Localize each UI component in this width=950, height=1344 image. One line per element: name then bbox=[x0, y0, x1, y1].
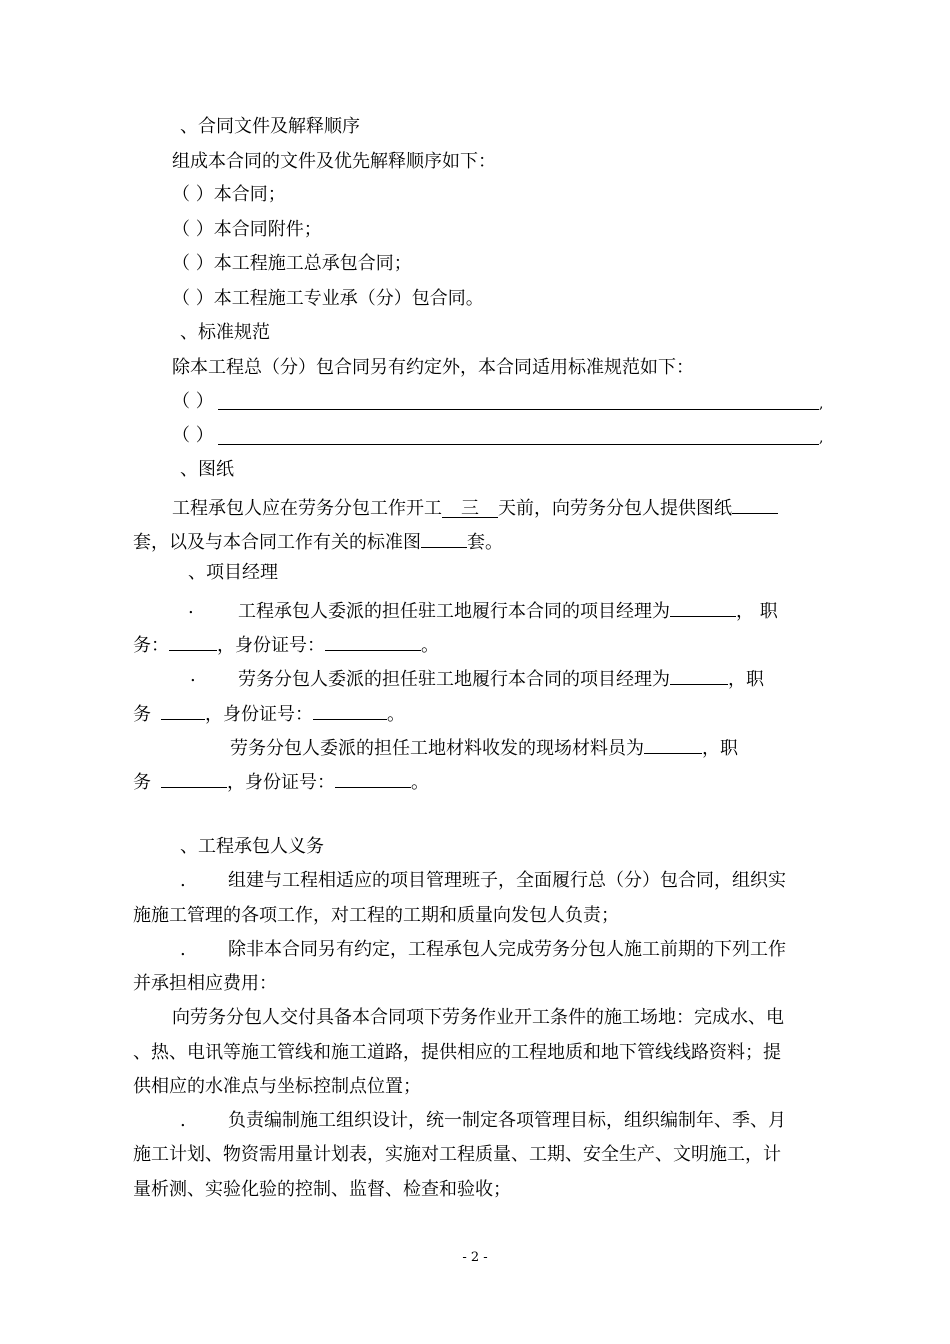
section-heading: 、合同文件及解释顺序 bbox=[180, 116, 360, 137]
text: 务 bbox=[133, 704, 151, 725]
blank-line bbox=[218, 444, 819, 445]
blank-field bbox=[161, 700, 205, 720]
section-heading: 、项目经理 bbox=[188, 562, 278, 583]
blank-field bbox=[644, 734, 702, 754]
paragraph: 量析测、实验化验的控制、监督、检查和验收； bbox=[133, 1179, 511, 1200]
text: 务： bbox=[133, 635, 169, 656]
text: 套，以及与本合同工作有关的标准图 bbox=[133, 532, 421, 553]
paragraph bbox=[133, 528, 503, 554]
text: ， 职 bbox=[736, 601, 778, 622]
blank-field bbox=[670, 597, 736, 617]
paragraph bbox=[230, 734, 738, 760]
item-number: . bbox=[190, 665, 196, 686]
text: 。 bbox=[411, 772, 429, 793]
days-field: 三 bbox=[442, 498, 498, 518]
text: 套。 bbox=[467, 532, 503, 553]
text: 。 bbox=[387, 704, 405, 725]
text: 工程承包人委派的担任驻工地履行本合同的项目经理为 bbox=[238, 601, 670, 622]
text: 劳务分包人委派的担任驻工地履行本合同的项目经理为 bbox=[238, 669, 670, 690]
paragraph: 供相应的水准点与坐标控制点位置； bbox=[133, 1076, 421, 1097]
paragraph bbox=[238, 597, 778, 623]
paragraph: 向劳务分包人交付具备本合同项下劳务作业开工条件的施工场地：完成水、电 bbox=[172, 1007, 784, 1028]
paragraph: 组成本合同的文件及优先解释顺序如下： bbox=[172, 151, 496, 172]
paragraph: 除非本合同另有约定，工程承包人完成劳务分包人施工前期的下列工作 bbox=[228, 939, 786, 960]
section-heading: 、工程承包人义务 bbox=[180, 836, 324, 857]
paragraph: 施施工管理的各项工作，对工程的工期和质量向发包人负责； bbox=[133, 905, 619, 926]
blank-field bbox=[335, 768, 411, 788]
blank-field bbox=[732, 494, 778, 514]
section-heading: 、标准规范 bbox=[180, 322, 270, 343]
list-item: （ ） bbox=[172, 425, 214, 446]
paragraph bbox=[133, 700, 405, 726]
list-item-end: , bbox=[819, 430, 824, 446]
paragraph: 除本工程总（分）包合同另有约定外，本合同适用标准规范如下： bbox=[172, 357, 694, 378]
paragraph bbox=[133, 768, 429, 794]
paragraph bbox=[133, 631, 439, 657]
paragraph: 施工计划、物资需用量计划表，实施对工程质量、工期、安全生产、文明施工，计 bbox=[133, 1144, 781, 1165]
list-item: （ ） bbox=[172, 391, 214, 412]
text: ，身份证号： bbox=[217, 635, 325, 656]
blank-field bbox=[670, 665, 728, 685]
section-heading: 、图纸 bbox=[180, 459, 234, 480]
text: 工程承包人应在劳务分包工作开工 bbox=[172, 498, 442, 519]
blank-field bbox=[313, 700, 387, 720]
item-number: . bbox=[180, 1110, 186, 1131]
blank-field bbox=[325, 631, 421, 651]
list-item: （ ）本工程施工总承包合同； bbox=[172, 253, 412, 274]
blank-field bbox=[421, 528, 467, 548]
paragraph bbox=[172, 494, 778, 520]
text: ，职 bbox=[702, 738, 738, 759]
list-item: （ ）本合同附件； bbox=[172, 219, 322, 240]
text: 天前，向劳务分包人提供图纸 bbox=[498, 498, 732, 519]
paragraph bbox=[238, 665, 764, 691]
text: ，身份证号： bbox=[205, 704, 313, 725]
list-item: （ ）本工程施工专业承（分）包合同。 bbox=[172, 288, 484, 309]
blank-field bbox=[169, 631, 217, 651]
item-number: . bbox=[180, 870, 186, 891]
paragraph: 负责编制施工组织设计，统一制定各项管理目标，组织编制年、季、月 bbox=[228, 1110, 786, 1131]
list-item-end: , bbox=[819, 396, 824, 412]
paragraph: 并承担相应费用： bbox=[133, 973, 277, 994]
blank-field bbox=[161, 768, 227, 788]
paragraph: 组建与工程相适应的项目管理班子，全面履行总（分）包合同，组织实 bbox=[228, 870, 786, 891]
item-number: . bbox=[180, 939, 186, 960]
blank-line bbox=[218, 409, 819, 410]
text: 劳务分包人委派的担任工地材料收发的现场材料员为 bbox=[230, 738, 644, 759]
list-item: （ ）本合同； bbox=[172, 184, 286, 205]
paragraph: 、热、电讯等施工管线和施工道路，提供相应的工程地质和地下管线线路资料；提 bbox=[133, 1042, 781, 1063]
text: ，身份证号： bbox=[227, 772, 335, 793]
text: 务 bbox=[133, 772, 151, 793]
text: 。 bbox=[421, 635, 439, 656]
page-number: - 2 - bbox=[462, 1250, 488, 1265]
item-number: . bbox=[188, 597, 194, 618]
text: ，职 bbox=[728, 669, 764, 690]
